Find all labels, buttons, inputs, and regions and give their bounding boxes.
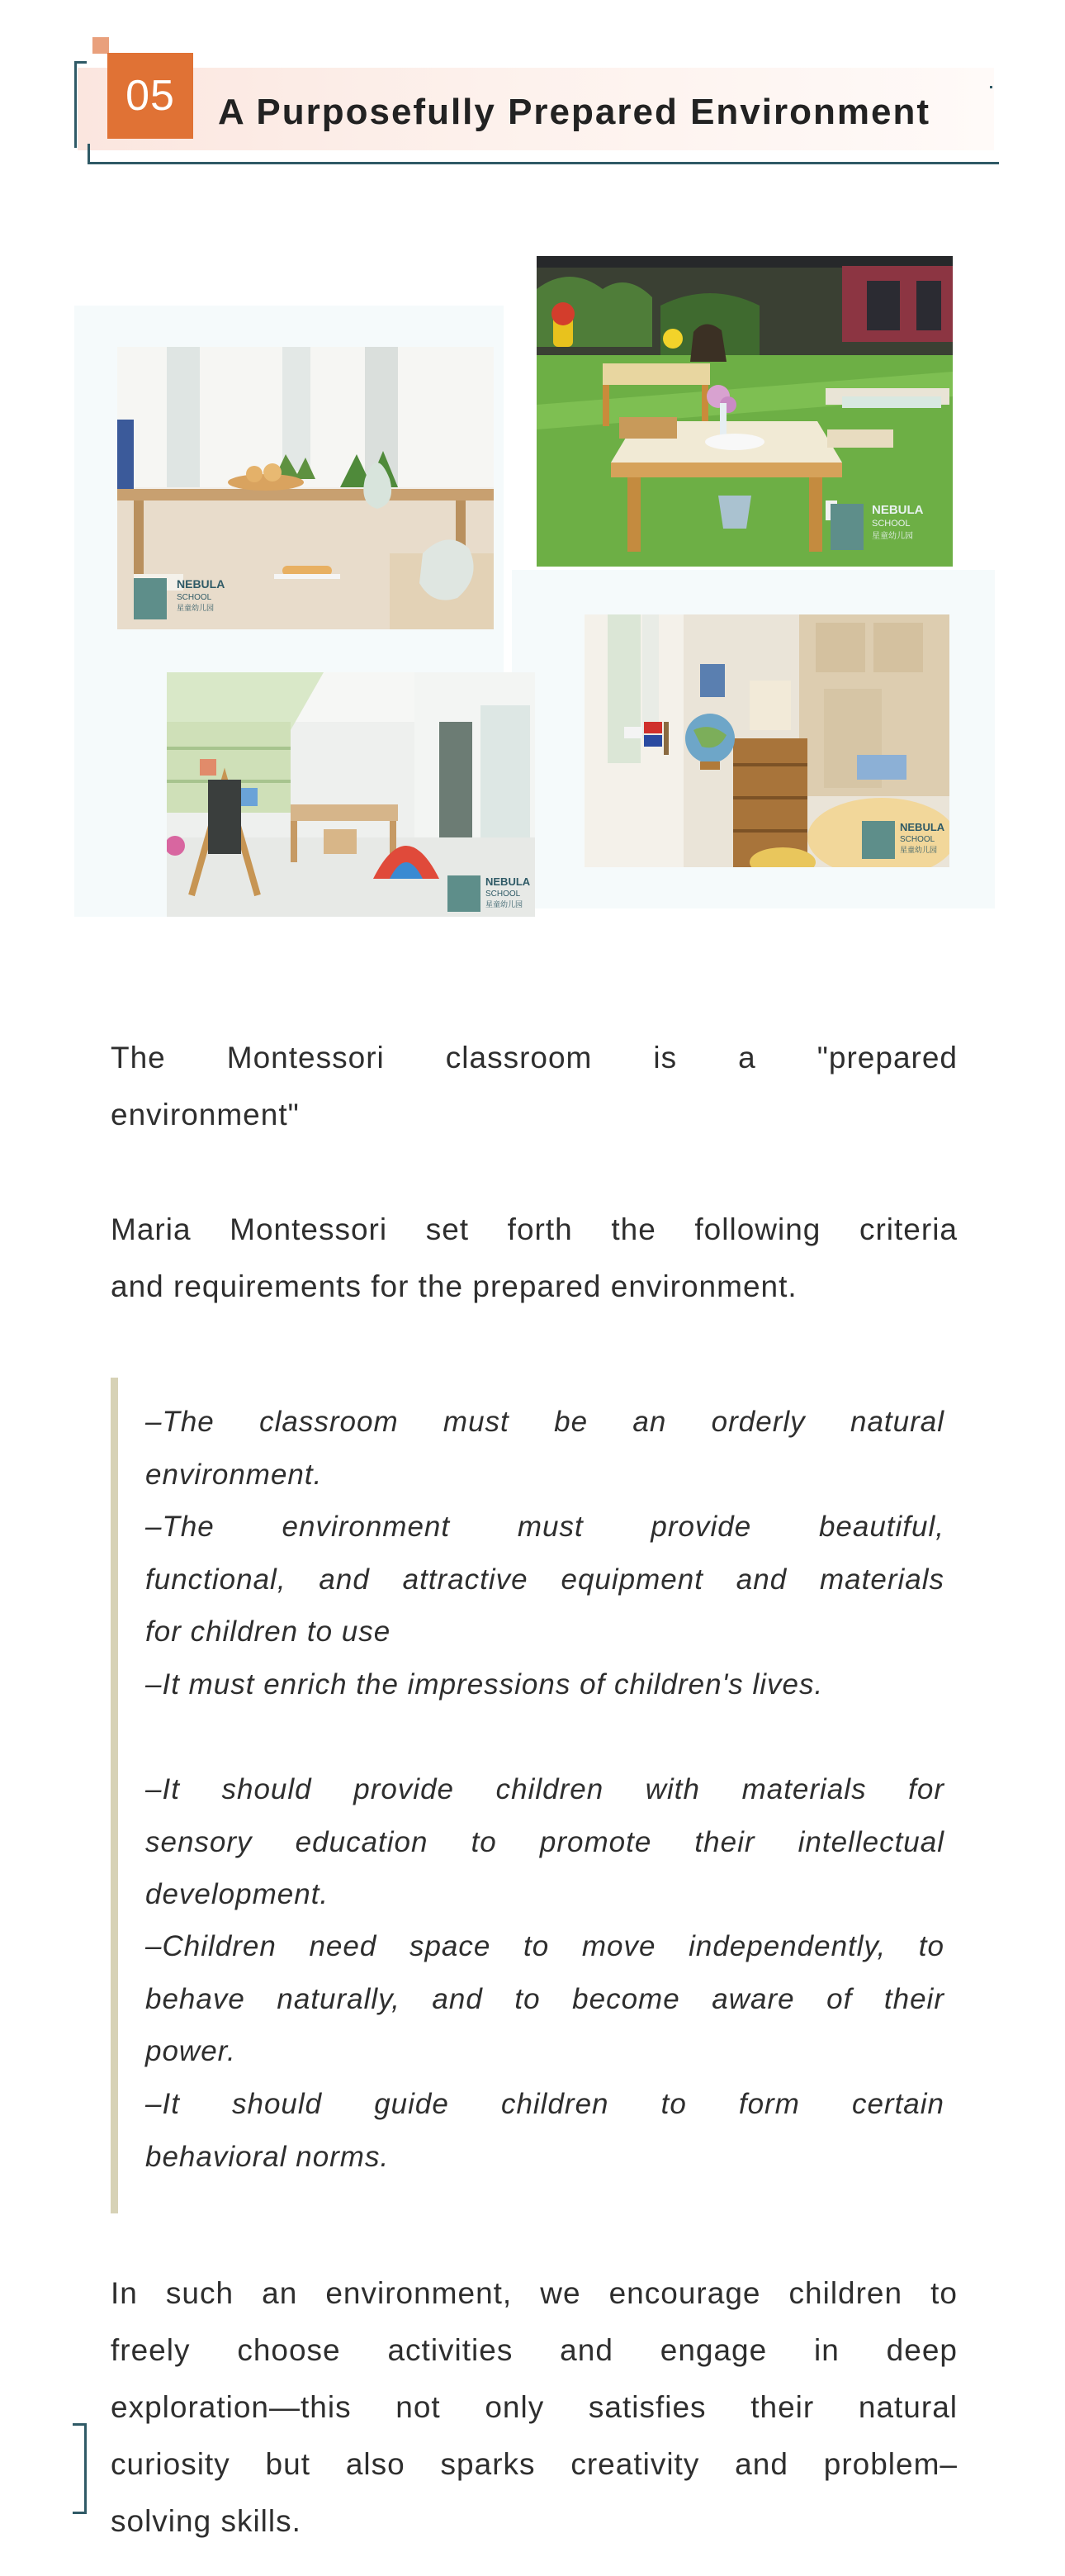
closing-paragraph <box>111 2265 958 2550</box>
text-line: –The environment must provide beautiful, <box>145 1511 944 1543</box>
svg-text:SCHOOL: SCHOOL <box>177 593 212 602</box>
text-line: solving skills. <box>111 2504 301 2538</box>
text-line: –Children need space to move independently, to <box>145 1930 944 1962</box>
text-line: –It must enrich the impressions of children's lives. <box>145 1668 824 1701</box>
quote-bar <box>111 1378 118 2213</box>
text-line: and requirements for the prepared environment. <box>111 1269 798 1303</box>
corner-square-decoration <box>92 37 109 54</box>
criteria-quote-block <box>111 1378 958 2213</box>
section-header <box>73 33 1001 173</box>
svg-text:NEBULA: NEBULA <box>177 577 225 591</box>
text-line: exploration—this not only satisfies their natural <box>111 2390 958 2424</box>
criteria-item <box>145 1501 944 1658</box>
section-number: 05 <box>107 53 193 139</box>
classroom-easel-photo <box>167 672 535 917</box>
photo-collage <box>0 248 1065 925</box>
shelves-globe-photo <box>585 614 949 867</box>
svg-text:NEBULA: NEBULA <box>872 503 924 517</box>
dining-room-photo <box>117 347 494 629</box>
criteria-item <box>145 1763 944 1921</box>
text-line: for children to use <box>145 1615 391 1648</box>
svg-text:星童幼儿园: 星童幼儿园 <box>900 847 938 855</box>
side-bracket-decoration <box>73 2423 87 2514</box>
svg-text:SCHOOL: SCHOOL <box>485 890 521 899</box>
text-line: freely choose activities and engage in deep <box>111 2333 958 2367</box>
header-underline-tick <box>88 144 90 164</box>
text-line: –The classroom must be an orderly natural <box>145 1406 944 1438</box>
text-line: behave naturally, and to become aware of their <box>145 1982 944 2015</box>
svg-text:星童幼儿园: 星童幼儿园 <box>177 605 215 613</box>
text-line: environment" <box>111 1098 300 1131</box>
criteria-item <box>145 1920 944 2078</box>
criteria-item <box>145 1396 944 1501</box>
text-line: curiosity but also sparks creativity and problem– <box>111 2447 958 2481</box>
criteria-item <box>145 1658 944 1711</box>
svg-text:SCHOOL: SCHOOL <box>872 519 911 529</box>
svg-text:星童幼儿园: 星童幼儿园 <box>872 532 913 541</box>
text-line: In such an environment, we encourage children to <box>111 2276 958 2310</box>
header-underline <box>88 162 999 164</box>
svg-text:NEBULA: NEBULA <box>900 821 945 833</box>
text-line: The Montessori classroom is a "prepared <box>111 1041 958 1075</box>
svg-text:星童幼儿园: 星童幼儿园 <box>485 901 523 909</box>
text-line: Maria Montessori set forth the following criteria <box>111 1212 958 1246</box>
intro-paragraph-2 <box>111 1201 958 1315</box>
text-line: environment. <box>145 1458 323 1491</box>
criteria-item <box>145 2078 944 2183</box>
text-line: power. <box>145 2035 236 2067</box>
svg-text:SCHOOL: SCHOOL <box>900 835 935 844</box>
text-line: development. <box>145 1878 329 1910</box>
section-title: A Purposefully Prepared Environment <box>218 92 930 132</box>
garden-table-photo <box>537 256 953 567</box>
text-line: behavioral norms. <box>145 2140 390 2173</box>
text-line: sensory education to promote their intellectual <box>145 1825 944 1858</box>
svg-text:NEBULA: NEBULA <box>485 875 531 888</box>
intro-paragraph-1 <box>111 1029 958 1143</box>
title-dot-decoration <box>990 86 992 88</box>
text-line: –It should provide children with materials for <box>145 1773 944 1805</box>
text-line: –It should guide children to form certain <box>145 2088 944 2120</box>
text-line: functional, and attractive equipment and materials <box>145 1563 944 1596</box>
